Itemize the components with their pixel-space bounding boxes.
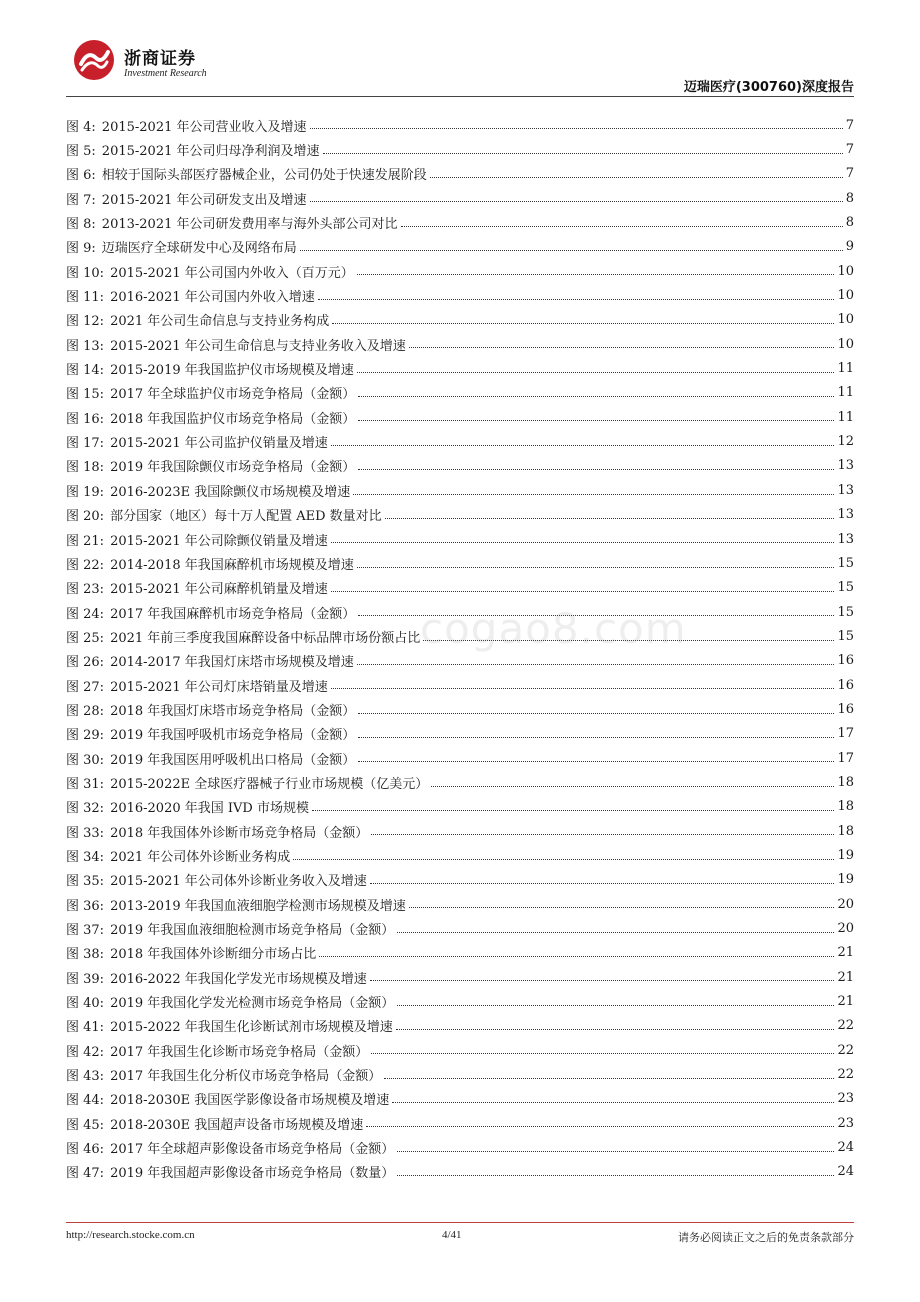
toc-entry-label	[66, 627, 420, 646]
toc-page-number: 13	[837, 482, 854, 498]
toc-entry[interactable]	[66, 429, 854, 453]
toc-page-number: 18	[837, 774, 854, 790]
figure-number: 图 4:	[66, 119, 96, 135]
toc-page-number: 21	[837, 994, 854, 1010]
dot-leader	[310, 200, 843, 202]
brand-name: 浙商证券	[124, 49, 196, 69]
dot-leader	[358, 395, 834, 397]
toc-entry-label	[66, 408, 355, 427]
toc-entry-label	[66, 651, 354, 670]
toc-page-number: 16	[837, 701, 854, 717]
toc-entry-label	[66, 359, 354, 378]
toc-entry[interactable]	[66, 673, 854, 697]
toc-entry-label	[66, 992, 394, 1011]
figure-title: 2019 年我国超声影像设备市场竞争格局（数量）	[110, 1166, 395, 1182]
figure-number: 图 17:	[66, 436, 105, 452]
toc-entry-label	[66, 481, 350, 500]
brand-subtitle: Investment Research	[124, 68, 207, 79]
toc-page-number: 18	[837, 799, 854, 815]
toc-page-number: 20	[837, 921, 854, 937]
toc-page-number: 8	[845, 215, 854, 231]
figure-number: 图 46:	[66, 1142, 105, 1158]
toc-page-number: 17	[837, 726, 854, 742]
figure-title: 2018 年我国体外诊断细分市场占比	[110, 947, 317, 963]
dot-leader	[430, 176, 843, 178]
toc-entry[interactable]	[66, 356, 854, 380]
toc-entry[interactable]	[66, 1111, 854, 1135]
figure-title: 2019 年我国呼吸机市场竞争格局（金额）	[110, 728, 356, 744]
toc-entry-label	[66, 505, 382, 524]
toc-entry-label	[66, 286, 315, 305]
toc-entry[interactable]	[66, 1038, 854, 1062]
figure-number: 图 24:	[66, 606, 105, 622]
toc-entry[interactable]	[66, 746, 854, 770]
figure-number: 图 45:	[66, 1117, 105, 1133]
dot-leader	[358, 736, 834, 738]
toc-entry[interactable]	[66, 989, 854, 1013]
figure-title: 2021 年前三季度我国麻醉设备中标品牌市场份额占比	[110, 630, 421, 646]
figure-number: 图 30:	[66, 752, 105, 768]
figure-number: 图 23:	[66, 582, 105, 598]
dot-leader	[331, 541, 835, 543]
dot-leader	[431, 785, 834, 787]
figure-title: 2015-2021 年公司监护仪销量及增速	[110, 436, 328, 452]
dot-leader	[332, 322, 834, 324]
toc-page-number: 15	[837, 604, 854, 620]
toc-entry-label	[66, 432, 328, 451]
toc-entry[interactable]	[66, 697, 854, 721]
toc-entry[interactable]	[66, 843, 854, 867]
toc-entry[interactable]	[66, 235, 854, 259]
figure-title: 2018-2030E 我国医学影像设备市场规模及增速	[110, 1093, 390, 1109]
toc-entry-label	[66, 773, 428, 792]
dot-leader	[370, 882, 835, 884]
toc-entry-label	[66, 530, 328, 549]
figure-number: 图 36:	[66, 898, 105, 914]
figure-title: 2017 年我国生化诊断市场竞争格局（金额）	[110, 1044, 369, 1060]
toc-page-number: 20	[837, 896, 854, 912]
toc-page-number: 7	[845, 117, 854, 133]
toc-entry-label	[66, 895, 406, 914]
dot-leader	[331, 687, 835, 689]
figure-number: 图 14:	[66, 363, 105, 379]
toc-entry-label	[66, 943, 316, 962]
dot-leader	[397, 931, 834, 933]
footer-divider	[66, 1222, 854, 1223]
toc-entry[interactable]	[66, 722, 854, 746]
toc-page-number: 7	[845, 142, 854, 158]
figure-title: 2017 年全球超声影像设备市场竞争格局（金额）	[110, 1142, 395, 1158]
toc-entry[interactable]	[66, 1135, 854, 1159]
toc-entry-label	[66, 1138, 394, 1157]
figure-title: 2016-2022 年我国化学发光市场规模及增速	[110, 971, 367, 987]
figure-number: 图 43:	[66, 1069, 105, 1085]
figure-title: 2015-2021 年公司国内外收入（百万元）	[110, 265, 354, 281]
toc-entry-label	[66, 116, 307, 135]
toc-page-number: 22	[837, 1067, 854, 1083]
figure-title: 2015-2022E 全球医疗器械子行业市场规模（亿美元）	[110, 776, 429, 792]
toc-entry[interactable]	[66, 332, 854, 356]
toc-entry[interactable]	[66, 162, 854, 186]
figure-title: 2018 年我国灯床塔市场竞争格局（金额）	[110, 703, 356, 719]
dot-leader	[319, 955, 834, 957]
figure-number: 图 31:	[66, 776, 105, 792]
toc-entry[interactable]	[66, 892, 854, 916]
toc-entry[interactable]	[66, 503, 854, 527]
footer-url[interactable]: http://research.stocke.com.cn	[66, 1229, 195, 1241]
figure-title: 2015-2021 年公司体外诊断业务收入及增速	[110, 874, 367, 890]
dot-leader	[357, 566, 835, 568]
toc-page-number: 9	[845, 239, 854, 255]
dot-leader	[392, 1101, 834, 1103]
toc-page-number: 11	[837, 385, 854, 401]
toc-page-number: 16	[837, 653, 854, 669]
dot-leader	[366, 1125, 834, 1127]
toc-entry-label	[66, 456, 355, 475]
figure-number: 图 26:	[66, 655, 105, 671]
figure-title: 2021 年公司生命信息与支持业务构成	[110, 314, 330, 330]
figure-number: 图 13:	[66, 338, 105, 354]
dot-leader	[323, 152, 843, 154]
toc-entry[interactable]	[66, 186, 854, 210]
toc-entry[interactable]	[66, 137, 854, 161]
figure-number: 图 6:	[66, 168, 96, 184]
toc-entry-label	[66, 140, 320, 159]
toc-entry-label	[66, 1089, 389, 1108]
figure-title: 2015-2021 年公司麻醉机销量及增速	[110, 582, 328, 598]
figure-number: 图 40:	[66, 996, 105, 1012]
figure-title: 2018 年我国监护仪市场竞争格局（金额）	[110, 411, 356, 427]
figure-title: 相较于国际头部医疗器械企业，公司仍处于快速发展阶段	[101, 168, 427, 184]
figure-title: 2013-2021 年公司研发费用率与海外头部公司对比	[101, 217, 398, 233]
dot-leader	[358, 712, 834, 714]
dot-leader	[409, 906, 835, 908]
toc-entry[interactable]	[66, 381, 854, 405]
figure-number: 图 10:	[66, 265, 105, 281]
dot-leader	[357, 663, 835, 665]
toc-page-number: 21	[837, 945, 854, 961]
toc-page-number: 10	[837, 263, 854, 279]
figure-number: 图 42:	[66, 1044, 105, 1060]
toc-page-number: 16	[837, 677, 854, 693]
figure-title: 2016-2023E 我国除颤仪市场规模及增速	[110, 484, 351, 500]
figure-title: 2016-2021 年公司国内外收入增速	[110, 290, 315, 306]
toc-entry[interactable]	[66, 965, 854, 989]
zheshang-logo-icon	[72, 38, 116, 82]
toc-page-number: 24	[837, 1164, 854, 1180]
toc-entry-label	[66, 846, 290, 865]
dot-leader	[357, 273, 835, 275]
toc-entry-label	[66, 1114, 363, 1133]
toc-page-number: 13	[837, 531, 854, 547]
figure-number: 图 19:	[66, 484, 105, 500]
dot-leader	[353, 493, 834, 495]
toc-page-number: 11	[837, 361, 854, 377]
toc-page-number: 10	[837, 336, 854, 352]
toc-entry-label	[66, 164, 427, 183]
toc-entry[interactable]	[66, 576, 854, 600]
toc-entry[interactable]	[66, 819, 854, 843]
toc-entry-label	[66, 700, 355, 719]
toc-entry-label	[66, 749, 355, 768]
figure-title: 2015-2021 年公司营业收入及增速	[101, 119, 307, 135]
figure-number: 图 11:	[66, 290, 105, 306]
toc-entry-label	[66, 1065, 381, 1084]
report-title: 迈瑞医疗(300760)深度报告	[683, 80, 854, 95]
toc-page-number: 22	[837, 1018, 854, 1034]
dot-leader	[384, 1077, 834, 1079]
toc-entry[interactable]	[66, 283, 854, 307]
toc-page-number: 10	[837, 312, 854, 328]
toc-entry[interactable]	[66, 916, 854, 940]
toc-entry-label	[66, 797, 309, 816]
dot-leader	[371, 1052, 834, 1054]
figure-title: 2017 年我国生化分析仪市场竞争格局（金额）	[110, 1069, 382, 1085]
watermark: cogao8.com	[420, 604, 687, 653]
dot-leader	[370, 979, 835, 981]
figure-title: 2019 年我国化学发光检测市场竞争格局（金额）	[110, 996, 395, 1012]
toc-page-number: 18	[837, 823, 854, 839]
toc-entry[interactable]	[66, 868, 854, 892]
header-divider	[66, 96, 854, 97]
page-number: 4/41	[442, 1229, 462, 1241]
toc-entry-label	[66, 213, 398, 232]
toc-entry[interactable]	[66, 941, 854, 965]
toc-page-number: 15	[837, 555, 854, 571]
toc-entry-label	[66, 335, 406, 354]
figure-title: 2015-2021 年公司除颤仪销量及增速	[110, 533, 328, 549]
figure-number: 图 44:	[66, 1093, 105, 1109]
figure-number: 图 28:	[66, 703, 105, 719]
dot-leader	[358, 760, 834, 762]
figure-number: 图 32:	[66, 801, 105, 817]
figure-number: 图 22:	[66, 557, 105, 573]
dot-leader	[318, 298, 835, 300]
figure-title: 2015-2019 年我国监护仪市场规模及增速	[110, 363, 354, 379]
toc-entry-label	[66, 1016, 393, 1035]
toc-entry-label	[66, 383, 355, 402]
figure-number: 图 33:	[66, 825, 105, 841]
toc-page-number: 24	[837, 1140, 854, 1156]
toc-entry[interactable]	[66, 1062, 854, 1086]
figure-title: 2018-2030E 我国超声设备市场规模及增速	[110, 1117, 364, 1133]
dot-leader	[385, 517, 835, 519]
toc-entry-label	[66, 1162, 394, 1181]
figure-title: 2015-2021 年公司灯床塔销量及增速	[110, 679, 328, 695]
figure-title: 2015-2021 年公司归母净利润及增速	[101, 144, 320, 160]
figure-number: 图 7:	[66, 192, 96, 208]
figure-number: 图 35:	[66, 874, 105, 890]
dot-leader	[357, 371, 835, 373]
toc-page-number: 13	[837, 507, 854, 523]
figure-title: 2019 年我国除颤仪市场竞争格局（金额）	[110, 460, 356, 476]
dot-leader	[358, 419, 834, 421]
figure-number: 图 39:	[66, 971, 105, 987]
toc-page-number: 11	[837, 409, 854, 425]
toc-page-number: 13	[837, 458, 854, 474]
toc-page-number: 10	[837, 288, 854, 304]
figure-number: 图 20:	[66, 509, 105, 525]
toc-entry[interactable]	[66, 1087, 854, 1111]
figure-title: 2016-2020 年我国 IVD 市场规模	[110, 801, 309, 817]
toc-page-number: 19	[837, 847, 854, 863]
dot-leader	[358, 468, 834, 470]
figure-number: 图 37:	[66, 923, 105, 939]
figure-number: 图 47:	[66, 1166, 105, 1182]
toc-page-number: 23	[837, 1115, 854, 1131]
toc-entry-label	[66, 919, 394, 938]
toc-entry-label	[66, 822, 368, 841]
dot-leader	[397, 1004, 834, 1006]
dot-leader	[397, 1174, 834, 1176]
toc-entry-label	[66, 578, 328, 597]
figure-number: 图 16:	[66, 411, 105, 427]
figure-title: 部分国家（地区）每十万人配置 AED 数量对比	[110, 509, 382, 525]
figure-title: 2019 年我国血液细胞检测市场竞争格局（金额）	[110, 923, 395, 939]
figure-number: 图 41:	[66, 1020, 105, 1036]
figure-title: 2015-2021 年公司生命信息与支持业务收入及增速	[110, 338, 406, 354]
figure-title: 2018 年我国体外诊断市场竞争格局（金额）	[110, 825, 369, 841]
figure-title: 2019 年我国医用呼吸机出口格局（金额）	[110, 752, 356, 768]
figure-number: 图 34:	[66, 849, 105, 865]
dot-leader	[409, 346, 835, 348]
figure-title: 2014-2018 年我国麻醉机市场规模及增速	[110, 557, 354, 573]
dot-leader	[331, 444, 835, 446]
figure-number: 图 18:	[66, 460, 105, 476]
toc-entry-label	[66, 968, 367, 987]
dot-leader	[293, 858, 834, 860]
figure-title: 迈瑞医疗全球研发中心及网络布局	[101, 241, 297, 257]
figure-number: 图 5:	[66, 144, 96, 160]
figure-title: 2015-2022 年我国生化诊断试剂市场规模及增速	[110, 1020, 393, 1036]
figure-number: 图 15:	[66, 387, 105, 403]
toc-entry[interactable]	[66, 259, 854, 283]
dot-leader	[312, 809, 834, 811]
dot-leader	[396, 1028, 835, 1030]
page-header	[0, 0, 920, 100]
toc-entry[interactable]	[66, 113, 854, 137]
dot-leader	[401, 225, 843, 227]
toc-page-number: 8	[845, 190, 854, 206]
toc-entry-label	[66, 554, 354, 573]
figure-number: 图 25:	[66, 630, 105, 646]
toc-entry[interactable]	[66, 210, 854, 234]
figure-title: 2013-2019 年我国血液细胞学检测市场规模及增速	[110, 898, 406, 914]
figure-title: 2017 年全球监护仪市场竞争格局（金额）	[110, 387, 356, 403]
footer-disclaimer: 请务必阅读正文之后的免责条款部分	[678, 1231, 854, 1244]
toc-page-number: 15	[837, 628, 854, 644]
toc-entry[interactable]	[66, 770, 854, 794]
dot-leader	[300, 249, 843, 251]
figure-number: 图 29:	[66, 728, 105, 744]
toc-entry-label	[66, 310, 329, 329]
toc-entry[interactable]	[66, 1014, 854, 1038]
figure-title: 2017 年我国麻醉机市场竞争格局（金额）	[110, 606, 356, 622]
dot-leader	[310, 127, 843, 129]
figure-number: 图 27:	[66, 679, 105, 695]
dot-leader	[371, 833, 834, 835]
figure-number: 图 21:	[66, 533, 105, 549]
toc-page-number: 21	[837, 969, 854, 985]
toc-entry-label	[66, 724, 355, 743]
figure-number: 图 9:	[66, 241, 96, 257]
toc-entry-label	[66, 603, 355, 622]
dot-leader	[397, 1150, 834, 1152]
toc-entry[interactable]	[66, 1160, 854, 1184]
toc-page-number: 12	[837, 434, 854, 450]
toc-entry-label	[66, 237, 297, 256]
figure-number: 图 38:	[66, 947, 105, 963]
figure-number: 图 12:	[66, 314, 105, 330]
toc-page-number: 17	[837, 750, 854, 766]
toc-entry-label	[66, 870, 367, 889]
toc-entry-label	[66, 676, 328, 695]
figure-number: 图 8:	[66, 217, 96, 233]
toc-page-number: 15	[837, 580, 854, 596]
toc-entry-label	[66, 189, 307, 208]
toc-entry[interactable]	[66, 795, 854, 819]
toc-entry[interactable]	[66, 454, 854, 478]
toc-entry[interactable]	[66, 308, 854, 332]
toc-page-number: 22	[837, 1042, 854, 1058]
toc-entry[interactable]	[66, 527, 854, 551]
toc-page-number: 7	[845, 166, 854, 182]
dot-leader	[331, 590, 835, 592]
toc-entry[interactable]	[66, 405, 854, 429]
toc-entry[interactable]	[66, 478, 854, 502]
toc-entry-label	[66, 1041, 368, 1060]
toc-entry-label	[66, 262, 354, 281]
toc-entry[interactable]	[66, 551, 854, 575]
toc-page-number: 19	[837, 872, 854, 888]
toc-page-number: 23	[837, 1091, 854, 1107]
figure-title: 2021 年公司体外诊断业务构成	[110, 849, 291, 865]
figure-title: 2015-2021 年公司研发支出及增速	[101, 192, 307, 208]
figure-title: 2014-2017 年我国灯床塔市场规模及增速	[110, 655, 354, 671]
